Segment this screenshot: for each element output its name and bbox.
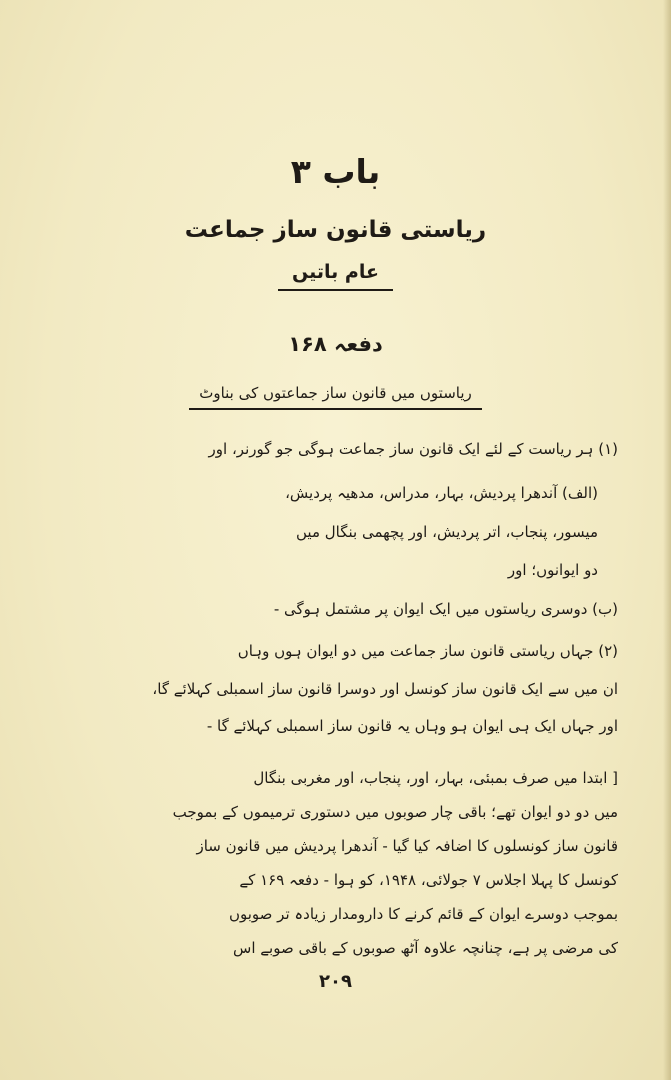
text-line: کی مرضی پر ہے، چنانچہ علاوہ آٹھ صوبوں کے باقی صوبے اس bbox=[233, 939, 618, 957]
section-number: دفعہ ۱۶۸ bbox=[288, 332, 383, 356]
text-line: (۲) جہاں ریاستی قانون ساز جماعت میں دو ایوان ہوں وہاں bbox=[237, 642, 618, 660]
chapter-title: ریاستی قانون ساز جماعت bbox=[184, 217, 487, 243]
text-line: (۱) ہر ریاست کے لئے ایک قانون ساز جماعت ہوگی جو گورنر، اور bbox=[208, 440, 618, 458]
text-line: میں دو دو ایوان تھے؛ باقی چار صوبوں میں دستوری ترمیموں کے بموجب bbox=[172, 803, 618, 821]
chapter-subtitle-wrap bbox=[0, 257, 671, 291]
text-line: ان میں سے ایک قانون ساز کونسل اور دوسرا قانون ساز اسمبلی کہلائے گا، bbox=[152, 680, 618, 698]
chapter-subtitle: عام باتیں bbox=[278, 257, 393, 291]
text-line: [ ابتدا میں صرف بمبئی، بہار، اور، پنجاب، اور مغربی بنگال bbox=[253, 769, 618, 787]
text-line: (ب) دوسری ریاستوں میں ایک ایوان پر مشتمل ہوگی - bbox=[273, 600, 618, 618]
text-line: دو ایوانوں؛ اور bbox=[507, 561, 598, 579]
page-number: ۲۰۹ bbox=[319, 971, 352, 992]
section-heading-wrap bbox=[0, 380, 671, 410]
text-line: اور جہاں ایک ہی ایوان ہو وہاں یہ قانون ساز اسمبلی کہلائے گا - bbox=[206, 717, 618, 735]
text-line: میسور، پنجاب، اتر پردیش، اور پچھمی بنگال میں bbox=[296, 523, 598, 541]
chapter-heading: باب ۳ bbox=[290, 152, 381, 191]
text-line: کونسل کا پہلا اجلاس ۷ جولائی، ۱۹۴۸، کو ہوا - دفعہ ۱۶۹ کے bbox=[239, 871, 618, 889]
section-heading: ریاستوں میں قانون ساز جماعتوں کی بناوٹ bbox=[189, 380, 482, 410]
text-line: قانون ساز کونسلوں کا اضافہ کیا گیا - آندھرا پردیش میں قانون ساز bbox=[196, 837, 618, 855]
text-line: بموجب دوسرے ایوان کے قائم کرنے کا دارومدار زیادہ تر صوبوں bbox=[228, 905, 618, 923]
text-line: (الف) آندھرا پردیش، بہار، مدراس، مدھیہ پردیش، bbox=[285, 484, 598, 502]
